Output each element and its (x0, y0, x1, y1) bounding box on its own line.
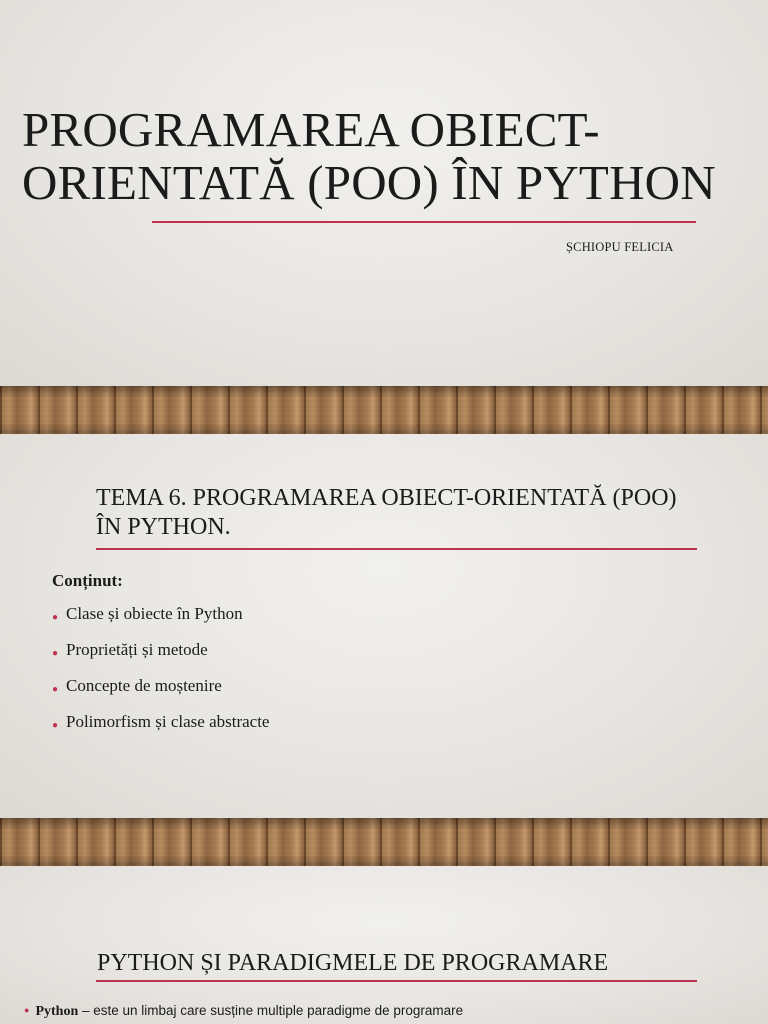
bullet-icon: ● (52, 612, 59, 623)
bullet-icon: ● (24, 1005, 30, 1015)
heading-underline (96, 548, 697, 550)
bullet-icon: ● (52, 720, 59, 731)
paragraph-text: – este un limbaj care susține multiple paradigme de programare (78, 1003, 464, 1018)
list-item (52, 604, 269, 624)
presentation-title: PROGRAMAREA OBIECT-ORIENTATĂ (POO) ÎN PYTHON (22, 102, 716, 210)
author-name: ȘCHIOPU FELICIA (566, 240, 674, 254)
title-underline (152, 221, 696, 223)
slide-heading: TEMA 6. PROGRAMAREA OBIECT-ORIENTATĂ (POO) ÎN PYTHON. (96, 485, 677, 540)
contents-list (52, 604, 269, 748)
list-item-text: Clase și obiecte în Python (66, 604, 243, 623)
list-item-text: Proprietăți și metode (66, 640, 208, 659)
slide-title (0, 0, 768, 386)
contents-label: Conținut: (52, 571, 123, 590)
list-item-text: Concepte de moștenire (66, 676, 222, 695)
list-item (52, 676, 269, 696)
list-item (52, 712, 269, 732)
bullet-icon: ● (52, 648, 59, 659)
heading-underline (96, 980, 697, 982)
wooden-floor-divider (0, 386, 768, 434)
slide-paradigms (0, 866, 768, 1024)
list-item (52, 640, 269, 660)
slide-heading: PYTHON ȘI PARADIGMELE DE PROGRAMARE (97, 950, 609, 976)
bullet-icon: ● (52, 684, 59, 695)
wooden-floor-divider (0, 818, 768, 866)
paragraph (24, 1001, 463, 1021)
list-item-text: Polimorfism și clase abstracte (66, 712, 270, 731)
paragraph-term: Python (35, 1004, 79, 1019)
slide-contents (0, 434, 768, 818)
